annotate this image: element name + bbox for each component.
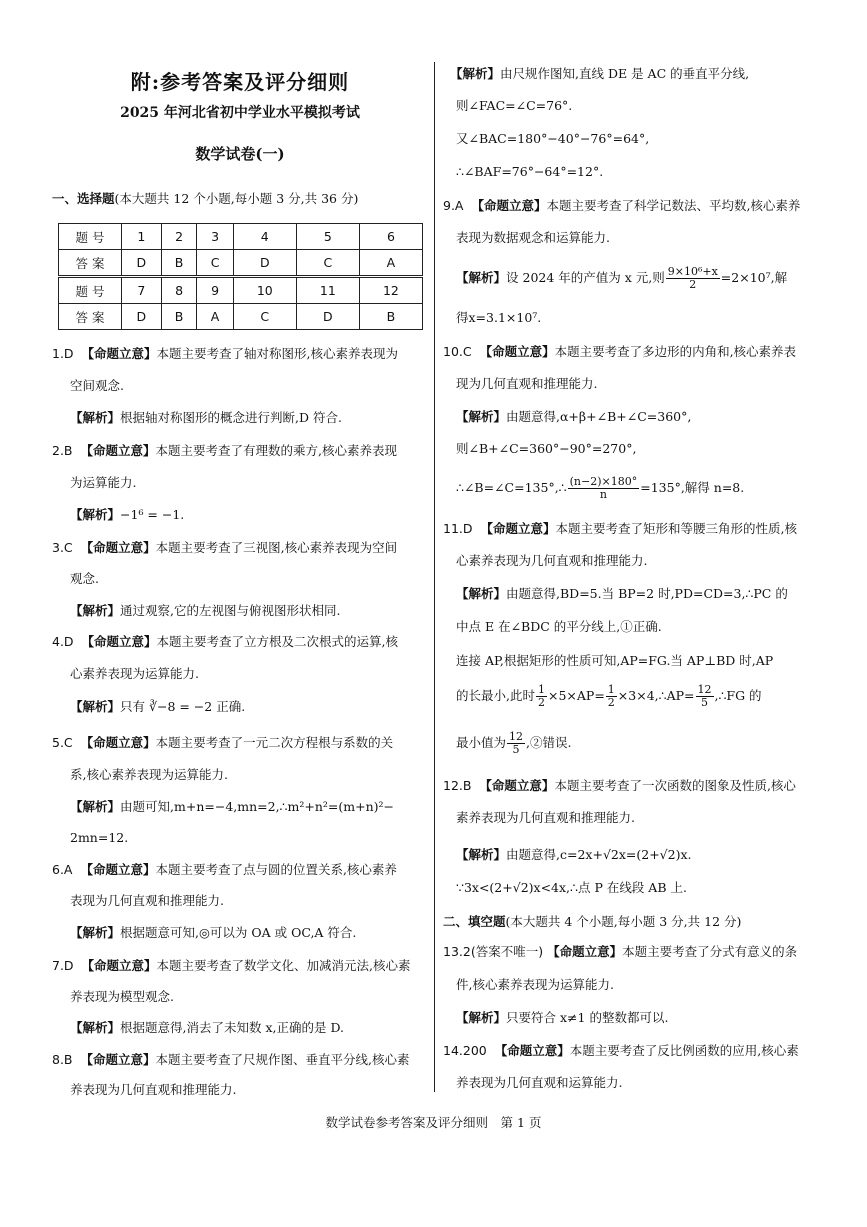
item-text: 表现为几何直观和推理能力. bbox=[70, 893, 224, 908]
item-text: 2mn=12. bbox=[70, 830, 129, 845]
item-text: ×5×AP= bbox=[547, 688, 605, 703]
row-label: 题 号 bbox=[59, 224, 122, 250]
item-text: 系,核心素养表现为运算能力. bbox=[70, 767, 228, 782]
section-note: (本大题共 4 个小题,每小题 3 分,共 12 分) bbox=[505, 914, 742, 929]
item-text-line bbox=[456, 682, 762, 710]
analysis-line bbox=[70, 507, 184, 523]
column-divider bbox=[434, 62, 435, 1092]
item-number: 4.D bbox=[52, 634, 74, 649]
table-cell: 3 bbox=[197, 224, 233, 250]
item-text: 空间观念. bbox=[70, 378, 124, 393]
answer-item-13 bbox=[443, 944, 797, 960]
analysis-tag: 【解析】 bbox=[70, 603, 121, 618]
table-cell: 7 bbox=[122, 277, 162, 304]
answer-item-9 bbox=[443, 198, 800, 214]
item-text: 连接 AP,根据矩形的性质可知,AP=FG.当 AP⊥BD 时,AP bbox=[456, 653, 774, 668]
item-text: 养表现为模型观念. bbox=[70, 989, 174, 1004]
analysis-tag: 【解析】 bbox=[456, 586, 507, 601]
item-text: 则∠B+∠C=360°−90°=270°, bbox=[456, 441, 637, 456]
row-label: 答 案 bbox=[59, 250, 122, 277]
item-text: 根据轴对称图形的概念进行判断,D 符合. bbox=[120, 410, 342, 425]
item-number: 6.A bbox=[52, 862, 73, 877]
intent-tag: 【命题立意】 bbox=[80, 540, 156, 555]
item-number: 5.C bbox=[52, 735, 73, 750]
item-text: 本题主要考查了矩形和等腰三角形的性质,核 bbox=[555, 521, 797, 536]
table-cell: 10 bbox=[233, 277, 296, 304]
section-title: 二、填空题 bbox=[443, 914, 506, 929]
analysis-tag: 【解析】 bbox=[70, 699, 121, 714]
analysis-line bbox=[456, 586, 788, 602]
item-text: 根据题意可知,◎可以为 OA 或 OC,A 符合. bbox=[120, 925, 357, 940]
item-number: 13.2(答案不唯一) bbox=[443, 944, 544, 959]
section-title: 一、选择题 bbox=[52, 191, 115, 206]
numerator: 1 bbox=[607, 683, 615, 696]
item-text: 由题意得,c=2x+√2x=(2+√2)x. bbox=[506, 847, 692, 862]
answer-table bbox=[58, 223, 423, 330]
item-text: ×3×4,∴AP= bbox=[617, 688, 695, 703]
analysis-tag: 【解析】 bbox=[450, 66, 501, 81]
item-text: 本题主要考查了立方根及二次根式的运算,核 bbox=[156, 634, 399, 649]
item-text: 为运算能力. bbox=[70, 475, 137, 490]
analysis-tag: 【解析】 bbox=[70, 799, 121, 814]
item-text: 由尺规作图知,直线 DE 是 AC 的垂直平分线, bbox=[500, 66, 750, 81]
intent-tag: 【命题立意】 bbox=[80, 1052, 156, 1067]
numerator: 12 bbox=[697, 683, 712, 696]
item-text-line bbox=[456, 729, 571, 757]
intent-tag: 【命题立意】 bbox=[81, 958, 157, 973]
exam-name: 2025 年河北省初中学业水平模拟考试 bbox=[120, 105, 360, 121]
table-cell: 6 bbox=[359, 224, 422, 250]
answer-item-3 bbox=[52, 540, 397, 556]
item-text: 通过观察,它的左视图与俯视图形状相同. bbox=[120, 603, 341, 618]
intent-tag: 【命题立意】 bbox=[80, 443, 156, 458]
table-row bbox=[59, 277, 423, 304]
item-text: 心素养表现为几何直观和推理能力. bbox=[456, 553, 648, 568]
answer-item-4 bbox=[52, 634, 398, 650]
table-cell: B bbox=[359, 304, 422, 330]
item-text: 养表现为几何直观和推理能力. bbox=[70, 1082, 237, 1097]
item-text: 观念. bbox=[70, 571, 99, 586]
table-cell: 4 bbox=[233, 224, 296, 250]
page-footer: 数学试卷参考答案及评分细则 第 1 页 bbox=[325, 1115, 542, 1130]
row-label: 题 号 bbox=[59, 277, 122, 304]
intent-tag: 【命题立意】 bbox=[479, 778, 555, 793]
intent-tag: 【命题立意】 bbox=[80, 735, 156, 750]
item-text: 又∠BAC=180°−40°−76°=64°, bbox=[456, 131, 650, 146]
item-text: 本题主要考查了反比例函数的应用,核心素 bbox=[569, 1043, 799, 1058]
analysis-tag: 【解析】 bbox=[456, 270, 507, 285]
table-row bbox=[59, 224, 423, 250]
intent-tag: 【命题立意】 bbox=[479, 344, 555, 359]
row-label: 答 案 bbox=[59, 304, 122, 330]
item-text: ∵3x<(2+√2)x<4x,∴点 P 在线段 AB 上. bbox=[456, 880, 687, 895]
item-text: 中点 E 在∠BDC 的平分线上,①正确. bbox=[456, 619, 662, 634]
analysis-line bbox=[70, 1020, 344, 1036]
analysis-tag: 【解析】 bbox=[70, 925, 121, 940]
item-text: 最小值为 bbox=[456, 735, 507, 750]
item-text: 本题主要考查了点与圆的位置关系,核心素养 bbox=[155, 862, 397, 877]
item-text: 素养表现为几何直观和推理能力. bbox=[456, 810, 635, 825]
analysis-line bbox=[456, 1010, 668, 1026]
answer-item-10 bbox=[443, 344, 796, 360]
table-cell: 9 bbox=[197, 277, 233, 304]
intent-tag: 【命题立意】 bbox=[547, 944, 623, 959]
item-text: 表现为数据观念和运算能力. bbox=[456, 230, 610, 245]
item-number: 3.C bbox=[52, 540, 73, 555]
analysis-tag: 【解析】 bbox=[70, 1020, 121, 1035]
intent-tag: 【命题立意】 bbox=[471, 198, 547, 213]
item-text: 本题主要考查了数学文化、加减消元法,核心素 bbox=[156, 958, 411, 973]
table-cell: A bbox=[359, 250, 422, 277]
denominator: 2 bbox=[689, 278, 697, 291]
item-text: =135°,解得 n=8. bbox=[640, 480, 745, 495]
item-number: 14.200 bbox=[443, 1043, 487, 1058]
item-text: =2×10⁷,解 bbox=[720, 270, 788, 285]
table-cell: 8 bbox=[161, 277, 197, 304]
intent-tag: 【命题立意】 bbox=[494, 1043, 570, 1058]
numerator: 9×10⁶+x bbox=[667, 265, 718, 278]
item-text: 的长最小,此时 bbox=[456, 688, 535, 703]
table-cell: 1 bbox=[122, 224, 162, 250]
table-cell: D bbox=[122, 250, 162, 277]
item-text: −1⁶ = −1. bbox=[120, 507, 185, 522]
table-cell: C bbox=[296, 250, 359, 277]
denominator: 5 bbox=[512, 743, 520, 756]
page-title: 附:参考答案及评分细则 bbox=[130, 70, 350, 94]
table-row bbox=[59, 250, 423, 277]
numerator: 1 bbox=[537, 683, 545, 696]
table-cell: A bbox=[197, 304, 233, 330]
item-text: 本题主要考查了一次函数的图象及性质,核心 bbox=[554, 778, 796, 793]
item-number: 2.B bbox=[52, 443, 73, 458]
item-text: 只有 bbox=[120, 699, 149, 714]
item-text: 本题主要考查了科学记数法、平均数,核心素养 bbox=[546, 198, 801, 213]
analysis-tag: 【解析】 bbox=[456, 409, 507, 424]
fraction bbox=[536, 684, 547, 709]
denominator: 2 bbox=[537, 696, 545, 709]
analysis-line bbox=[70, 925, 356, 941]
answer-item-14 bbox=[443, 1043, 799, 1059]
item-number: 8.B bbox=[52, 1052, 73, 1067]
item-text: 由题意得,BD=5.当 BP=2 时,PD=CD=3,∴PC 的 bbox=[506, 586, 788, 601]
analysis-line bbox=[70, 799, 394, 815]
answer-item-2 bbox=[52, 443, 397, 459]
item-number: 10.C bbox=[443, 344, 472, 359]
answer-item-6 bbox=[52, 862, 397, 878]
analysis-line bbox=[450, 66, 749, 82]
item-text: 则∠FAC=∠C=76°. bbox=[456, 98, 573, 113]
item-text: ∴∠B=∠C=135°,∴ bbox=[456, 480, 567, 495]
analysis-line bbox=[70, 410, 342, 426]
analysis-line bbox=[70, 603, 340, 619]
item-text: 现为几何直观和推理能力. bbox=[456, 376, 598, 391]
item-text: ∛−8 = −2 正确. bbox=[149, 699, 246, 714]
item-text: 本题主要考查了尺规作图、垂直平分线,核心素 bbox=[155, 1052, 410, 1067]
denominator: 5 bbox=[701, 696, 708, 709]
item-text: 只要符合 x≠1 的整数都可以. bbox=[506, 1010, 669, 1025]
answer-item-1 bbox=[52, 346, 398, 362]
paper-name: 数学试卷(一) bbox=[195, 145, 285, 163]
table-cell: C bbox=[197, 250, 233, 277]
item-text: 根据题意得,消去了未知数 x,正确的是 D. bbox=[120, 1020, 345, 1035]
item-number: 11.D bbox=[443, 521, 473, 536]
analysis-tag: 【解析】 bbox=[70, 507, 121, 522]
item-text-line bbox=[456, 475, 744, 501]
item-text: 心素养表现为运算能力. bbox=[70, 666, 199, 681]
item-number: 7.D bbox=[52, 958, 74, 973]
table-cell: D bbox=[296, 304, 359, 330]
table-cell: D bbox=[233, 250, 296, 277]
section-heading-fill bbox=[443, 912, 741, 930]
item-text: 养表现为几何直观和运算能力. bbox=[456, 1075, 623, 1090]
analysis-tag: 【解析】 bbox=[70, 410, 121, 425]
item-text: 本题主要考查了三视图,核心素养表现为空间 bbox=[155, 540, 398, 555]
answer-item-8 bbox=[52, 1052, 409, 1068]
answer-item-5 bbox=[52, 735, 393, 751]
item-text: ,②错误. bbox=[526, 735, 572, 750]
analysis-line bbox=[456, 409, 691, 425]
intent-tag: 【命题立意】 bbox=[480, 521, 556, 536]
item-number: 1.D bbox=[52, 346, 74, 361]
answer-item-11 bbox=[443, 521, 797, 537]
fraction bbox=[696, 684, 714, 709]
intent-tag: 【命题立意】 bbox=[81, 346, 157, 361]
item-text: 本题主要考查了多边形的内角和,核心素养表 bbox=[554, 344, 797, 359]
item-text: 本题主要考查了分式有意义的条 bbox=[622, 944, 798, 959]
item-text: 由题意得,α+β+∠B+∠C=360°, bbox=[506, 409, 692, 424]
analysis-tag: 【解析】 bbox=[456, 847, 507, 862]
item-text: ,∴FG 的 bbox=[714, 688, 762, 703]
section-heading-choice bbox=[52, 189, 358, 207]
table-cell: B bbox=[161, 250, 197, 277]
section-note: (本大题共 12 个小题,每小题 3 分,共 36 分) bbox=[114, 191, 359, 206]
item-text: 本题主要考查了有理数的乘方,核心素养表现 bbox=[155, 443, 397, 458]
intent-tag: 【命题立意】 bbox=[81, 634, 157, 649]
intent-tag: 【命题立意】 bbox=[80, 862, 156, 877]
table-cell: 2 bbox=[161, 224, 197, 250]
table-cell: D bbox=[122, 304, 162, 330]
answer-item-12 bbox=[443, 778, 796, 794]
analysis-line bbox=[70, 699, 245, 715]
table-row bbox=[59, 304, 423, 330]
numerator: (n−2)×180° bbox=[569, 475, 638, 488]
item-text: 由题可知,m+n=−4,mn=2,∴m²+n²=(m+n)²− bbox=[120, 799, 394, 814]
table-cell: B bbox=[161, 304, 197, 330]
fraction bbox=[666, 266, 720, 291]
numerator: 12 bbox=[509, 730, 524, 743]
item-text: 设 2024 年的产值为 x 元,则 bbox=[506, 270, 665, 285]
analysis-line bbox=[456, 847, 692, 863]
item-text: 得x=3.1×10⁷. bbox=[456, 310, 542, 325]
table-cell: 12 bbox=[359, 277, 422, 304]
table-cell: 5 bbox=[296, 224, 359, 250]
fraction bbox=[568, 476, 640, 501]
table-cell: 11 bbox=[296, 277, 359, 304]
item-number: 9.A bbox=[443, 198, 464, 213]
item-number: 12.B bbox=[443, 778, 472, 793]
fraction bbox=[606, 684, 617, 709]
item-text: 本题主要考查了一元二次方程根与系数的关 bbox=[155, 735, 394, 750]
fraction bbox=[507, 731, 525, 756]
denominator: n bbox=[599, 488, 607, 501]
item-text: 件,核心素养表现为运算能力. bbox=[456, 977, 614, 992]
item-text: 本题主要考查了轴对称图形,核心素养表现为 bbox=[156, 346, 399, 361]
item-text: ∴∠BAF=76°−64°=12°. bbox=[456, 164, 604, 179]
answer-item-7 bbox=[52, 958, 411, 974]
table-cell: C bbox=[233, 304, 296, 330]
analysis-line bbox=[456, 265, 787, 291]
denominator: 2 bbox=[607, 696, 615, 709]
analysis-tag: 【解析】 bbox=[456, 1010, 507, 1025]
